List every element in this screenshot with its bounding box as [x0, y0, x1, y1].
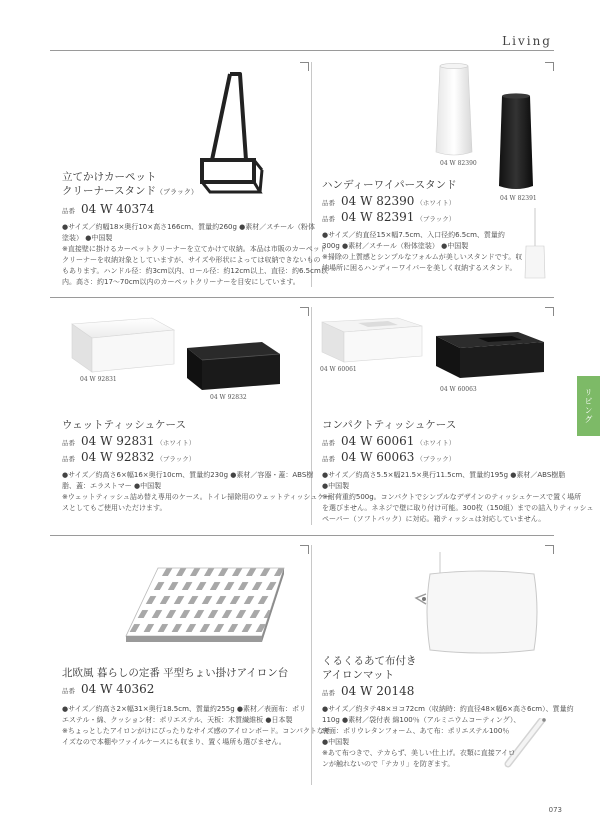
- wet-tissue-case-image: [62, 314, 302, 404]
- product-code-list: 品番 04 W 40374: [62, 202, 155, 216]
- compact-tissue-case-image: [318, 312, 554, 392]
- wiper-stand-image: [430, 62, 550, 197]
- category-tab[interactable]: [577, 376, 600, 436]
- product-name: くるくるあて布付き アイロンマット: [322, 655, 417, 681]
- product-code: 04 W 92832: [81, 450, 155, 464]
- row-divider-2: [50, 535, 554, 536]
- product-code-list: 品番 04 W 20148: [322, 684, 415, 698]
- product-name: コンパクトティッシュケース: [322, 419, 457, 431]
- product-name: ハンディーワイパースタンド: [322, 179, 457, 191]
- product-description: ●サイズ／約高さ6×幅16×奥行10cm、質量約230g ●素材／容器・蓋：ABS樹 脂、蓋：エラストマー ●中国製 ※ウェットティッシュ詰め替え専用のケース。トイレ掃除用のウェットティッシュケー スとしてもご使用いただけます。: [62, 471, 332, 512]
- image-code-label: 04 W 60061: [320, 366, 357, 373]
- product-code: 04 W 82390: [341, 194, 415, 208]
- product-description: ●サイズ／約高さ2×幅31×奥行18.5cm、質量約255g ●素材／表面布：ポリ エステル・綿、クッション材：ポリエステル、天板：木質繊維板 ●日本製 ※ちょっとしたアイロンがけにぴったりなサイズ感のアイロンボード。コンパクトなサ イズなので本棚やファイルケースにも収まり、置く場所も選びません。: [62, 705, 331, 746]
- product-code: 04 W 40362: [81, 682, 155, 696]
- column-divider-3: [311, 545, 312, 785]
- corner-mark: [300, 545, 309, 554]
- image-code-label: 04 W 82391: [500, 195, 537, 202]
- category-tab-label: リビング: [584, 388, 593, 424]
- product-code-list: 品番 04 W 40362: [62, 682, 155, 696]
- carpet-cleaner-stand-image: [190, 70, 270, 200]
- product-name: ウェットティッシュケース: [62, 419, 187, 431]
- ironing-mat-image: [412, 552, 552, 658]
- header-rule: [50, 50, 554, 51]
- ironing-board-image: [120, 562, 300, 652]
- product-description: ●サイズ／約幅18×奥行10×高さ166cm、質量約260g ●素材／スチール（粉体 塗装） ●中国製 ※直接壁に掛けるカーペットクリーナーを立てかけて収納。本品は市販のカーペット クリーナーを収納対象としていますが、サイズや形状によっては収納できないもの もあります。ハンドル径：約3cm以内、ロール径：約12cm以上、直径：約6.5cm以 内。高さ：約17〜70cm以内のカーペットクリーナーを目安にしています。: [62, 223, 328, 286]
- wiper-stand-usage-image: [518, 208, 552, 280]
- product-description: ●サイズ／約タテ48×ヨコ72cm（収納時：約直径48×幅6×高さ6cm）、質量約 110g ●素材／袋付表 綿100％（アルミニウムコーティング）、 裏面：ポリウレタンフォーム、あて布：ポリエステル100％ ●中国製 ※あて布つきで、テカらず、美しい仕上げ。衣類に直接アイロ ンが触れないので「テカリ」を防ぎます。: [322, 705, 574, 768]
- product-name: 北欧風 暮らしの定番 平型ちょい掛けアイロン台: [62, 667, 289, 679]
- product-code: 04 W 92831: [81, 434, 155, 448]
- page-number: 073: [548, 806, 562, 814]
- product-code: 04 W 82391: [341, 210, 415, 224]
- row-divider-1: [50, 297, 554, 298]
- corner-mark: [300, 62, 309, 71]
- product-code: 04 W 60061: [341, 434, 415, 448]
- image-code-label: 04 W 60063: [440, 386, 477, 393]
- product-description: ●サイズ／約直径15×幅7.5cm、入口径約6.5cm、質量約 300g ●素材／スチール（粉体塗装） ●中国製 ※掃除の上質感とシンプルなフォルムが美しいスタンドです。収 納場所に困るハンディーワイパーを美しく収納するスタンド。: [322, 231, 523, 272]
- product-description: ●サイズ／約高さ5.5×幅21.5×奥行11.5cm、質量約195g ●素材／ABS樹脂 ●中国製 ※耐荷重約500g。コンパクトでシンプルなデザインのティッシュケースで置く場所 を選びません。ネネジで壁に取り付け可能。300枚（150組）までの詰入りティッシュ ペーパー（ソフトパック）に対応。箱ティッシュは対応していません。: [322, 471, 594, 523]
- product-name: 立てかけカーペット クリーナースタンド（ブラック）: [62, 171, 198, 197]
- product-code: 04 W 40374: [81, 202, 155, 216]
- product-code-list: 品番 04 W 92831 （ホワイト） 品番 04 W 92832 （ブラック）: [62, 434, 196, 464]
- product-code-list: 品番 04 W 82390 （ホワイト） 品番 04 W 82391 （ブラック）: [322, 194, 456, 224]
- image-code-label: 04 W 92831: [80, 376, 117, 383]
- product-code: 04 W 20148: [341, 684, 415, 698]
- product-code: 04 W 60063: [341, 450, 415, 464]
- image-code-label: 04 W 92832: [210, 394, 247, 401]
- image-code-label: 04 W 82390: [440, 160, 477, 167]
- product-code-list: 品番 04 W 60061 （ホワイト） 品番 04 W 60063 （ブラック）: [322, 434, 456, 464]
- section-title: Living: [502, 34, 552, 48]
